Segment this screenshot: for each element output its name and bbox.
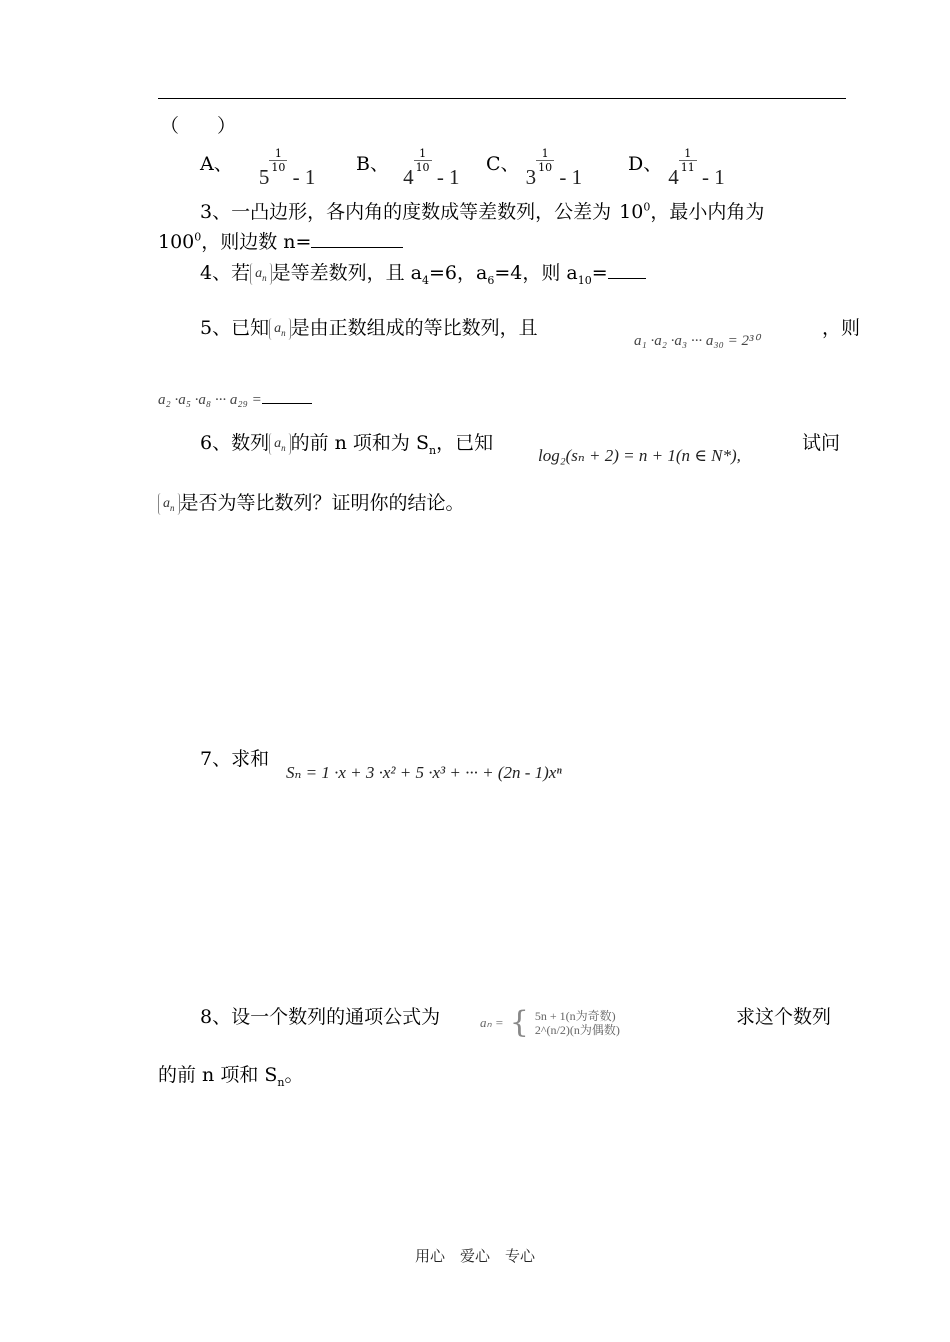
piecewise-definition: aₙ = { 5n + 1(n为奇数) 2^(n/2)(n为偶数) bbox=[480, 1005, 620, 1040]
page-footer: 用心 爱心 专心 bbox=[414, 1247, 535, 1265]
option-d: D、 4 $\frac{1}{11}$ - 1 bbox=[628, 147, 725, 189]
question-7: 7、求和 bbox=[200, 748, 270, 770]
sequence-symbol: $a_n$ bbox=[158, 493, 180, 515]
question-8-line-1: 8、设一个数列的通项公式为 bbox=[200, 1006, 441, 1028]
product-expression-1: a₁ ·a₂ ·a₃ ··· a₃₀ = 2³⁰ bbox=[634, 333, 760, 349]
answer-blank[interactable] bbox=[608, 262, 646, 279]
option-a: A、 5 $\frac{1}{10}$ - 1 bbox=[200, 147, 316, 189]
question-6-line-2: $a_n$ 是否为等比数列？证明你的结论。 bbox=[158, 490, 465, 516]
question-8-line-2: 的前 n 项和 $S_n$。 bbox=[158, 1064, 304, 1089]
answer-paren: （ ） bbox=[160, 115, 237, 137]
question-6-line-1: 6、数列 $a_n$ 的前 n 项和为 $S_n$，已知 bbox=[200, 432, 494, 457]
option-c: C、 3 $\frac{1}{10}$ - 1 bbox=[486, 147, 583, 189]
question-4: 4、若 $a_n$ 是等差数列，且 $a_4=6$，$a_6=4$，则 $a_{10}=$ bbox=[200, 260, 646, 286]
option-b: B、 4 $\frac{1}{10}$ - 1 bbox=[356, 147, 460, 189]
question-5-line-1: 5、已知 $a_n$ 是由正数组成的等比数列，且 bbox=[200, 317, 538, 339]
sequence-symbol: $a_n$ bbox=[269, 318, 291, 340]
answer-blank[interactable] bbox=[311, 231, 403, 248]
question-5-line-2: a₂ ·a₅ ·a₈ ··· a₂₉ = bbox=[158, 385, 312, 413]
question-8-tail: 求这个数列 bbox=[736, 1006, 832, 1028]
sum-expression: Sₙ = 1 ·x + 3 ·x² + 5 ·x³ + ··· + (2n - 1)xⁿ bbox=[286, 763, 562, 782]
question-3-line-1: 3、一凸边形，各内角的度数成等差数列，公差为 $10^0$，最小内角为 bbox=[200, 200, 765, 223]
answer-blank[interactable] bbox=[262, 391, 312, 404]
sequence-symbol: $a_n$ bbox=[269, 433, 291, 455]
sequence-symbol: $a_n$ bbox=[250, 263, 272, 285]
question-5-tail: ，则 bbox=[822, 317, 861, 339]
log-condition: log₂(sₙ + 2) = n + 1(n ∈ N*), bbox=[538, 446, 741, 465]
question-6-ask: 试问 bbox=[802, 432, 841, 454]
question-3-line-2: $100^0$，则边数 n= bbox=[158, 229, 403, 255]
header-rule bbox=[158, 98, 846, 99]
